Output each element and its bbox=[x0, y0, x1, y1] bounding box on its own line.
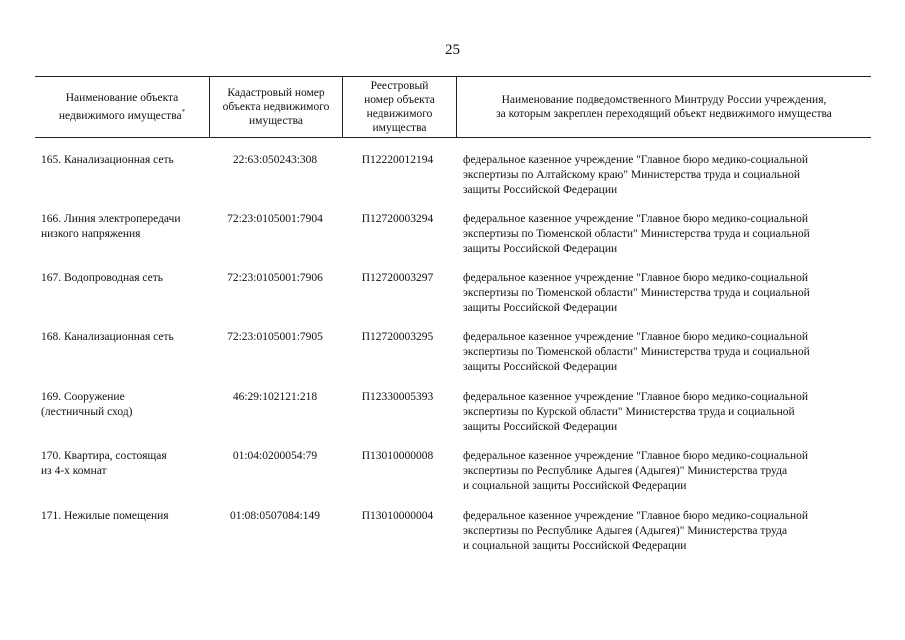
cadastral-number: 72:23:0105001:7904 bbox=[227, 213, 323, 225]
header-cadastral-number: Кадастровый номер объекта недвижимого имущества bbox=[222, 86, 330, 127]
registry-number: П12720003297 bbox=[361, 272, 434, 284]
cadastral-number: 72:23:0105001:7905 bbox=[227, 331, 323, 343]
header-object-name bbox=[35, 76, 209, 137]
object-name: 170. Квартира, состоящая из 4-х комнат bbox=[41, 450, 167, 477]
object-name: 171. Нежилые помещения bbox=[41, 510, 169, 522]
institution-name: федеральное казенное учреждение "Главное бюро медико-социальной экспертизы по Тюменской области" Министерства труда и социальной защиты Российской Федерации bbox=[463, 331, 810, 373]
object-name: 169. Сооружение (лестничный сход) bbox=[41, 391, 133, 418]
registry-number: П13010000004 bbox=[361, 510, 434, 522]
cadastral-number: 22:63:050243:308 bbox=[232, 154, 318, 166]
header-registry-number: Реестровый номер объекта недвижимого имущества bbox=[364, 79, 435, 134]
institution-name: федеральное казенное учреждение "Главное бюро медико-социальной экспертизы по Республике Адыгея (Адыгея)" Министерства труда и социальной защиты Российской Федерации bbox=[463, 450, 809, 492]
object-name: 166. Линия электропередачи низкого напряжения bbox=[41, 213, 181, 240]
cadastral-number: 72:23:0105001:7906 bbox=[227, 272, 323, 284]
registry-number: П12330005393 bbox=[361, 391, 434, 403]
object-name: 168. Канализационная сеть bbox=[41, 331, 174, 343]
registry-number: П12720003294 bbox=[361, 213, 434, 225]
institution-name: федеральное казенное учреждение "Главное бюро медико-социальной экспертизы по Алтайскому краю" Министерства труда и социальной защиты Российской Федерации bbox=[463, 154, 809, 196]
cadastral-number: 01:04:0200054:79 bbox=[232, 450, 318, 462]
object-name: 167. Водопроводная сеть bbox=[41, 272, 164, 284]
registry-number: П13010000008 bbox=[361, 450, 434, 462]
institution-name: федеральное казенное учреждение "Главное бюро медико-социальной экспертизы по Республике Адыгея (Адыгея)" Министерства труда и социальной защиты Российской Федерации bbox=[463, 510, 809, 552]
registry-number: П12720003295 bbox=[361, 331, 434, 343]
institution-name: федеральное казенное учреждение "Главное бюро медико-социальной экспертизы по Курской области" Министерства труда и социальной защиты Российской Федерации bbox=[463, 391, 809, 433]
cadastral-number: 46:29:102121:218 bbox=[232, 391, 318, 403]
table-header-bottom-rule bbox=[35, 137, 871, 138]
object-name: 165. Канализационная сеть bbox=[41, 154, 174, 166]
header-institution: Наименование подведомственного Минтруду России учреждения, за которым закреплен переходящий объект недвижимого имущества bbox=[496, 93, 832, 120]
institution-name: федеральное казенное учреждение "Главное бюро медико-социальной экспертизы по Тюменской области" Министерства труда и социальной защиты Российской Федерации bbox=[463, 213, 810, 255]
header-footnote-mark: * bbox=[181, 107, 186, 116]
registry-number: П12220012194 bbox=[361, 154, 434, 166]
header-object-name-text: Наименование объекта недвижимого имущества bbox=[58, 91, 182, 122]
institution-name: федеральное казенное учреждение "Главное бюро медико-социальной экспертизы по Тюменской области" Министерства труда и социальной защиты Российской Федерации bbox=[463, 272, 810, 314]
cadastral-number: 01:08:0507084:149 bbox=[229, 510, 321, 522]
page-number: 25 bbox=[445, 42, 460, 58]
